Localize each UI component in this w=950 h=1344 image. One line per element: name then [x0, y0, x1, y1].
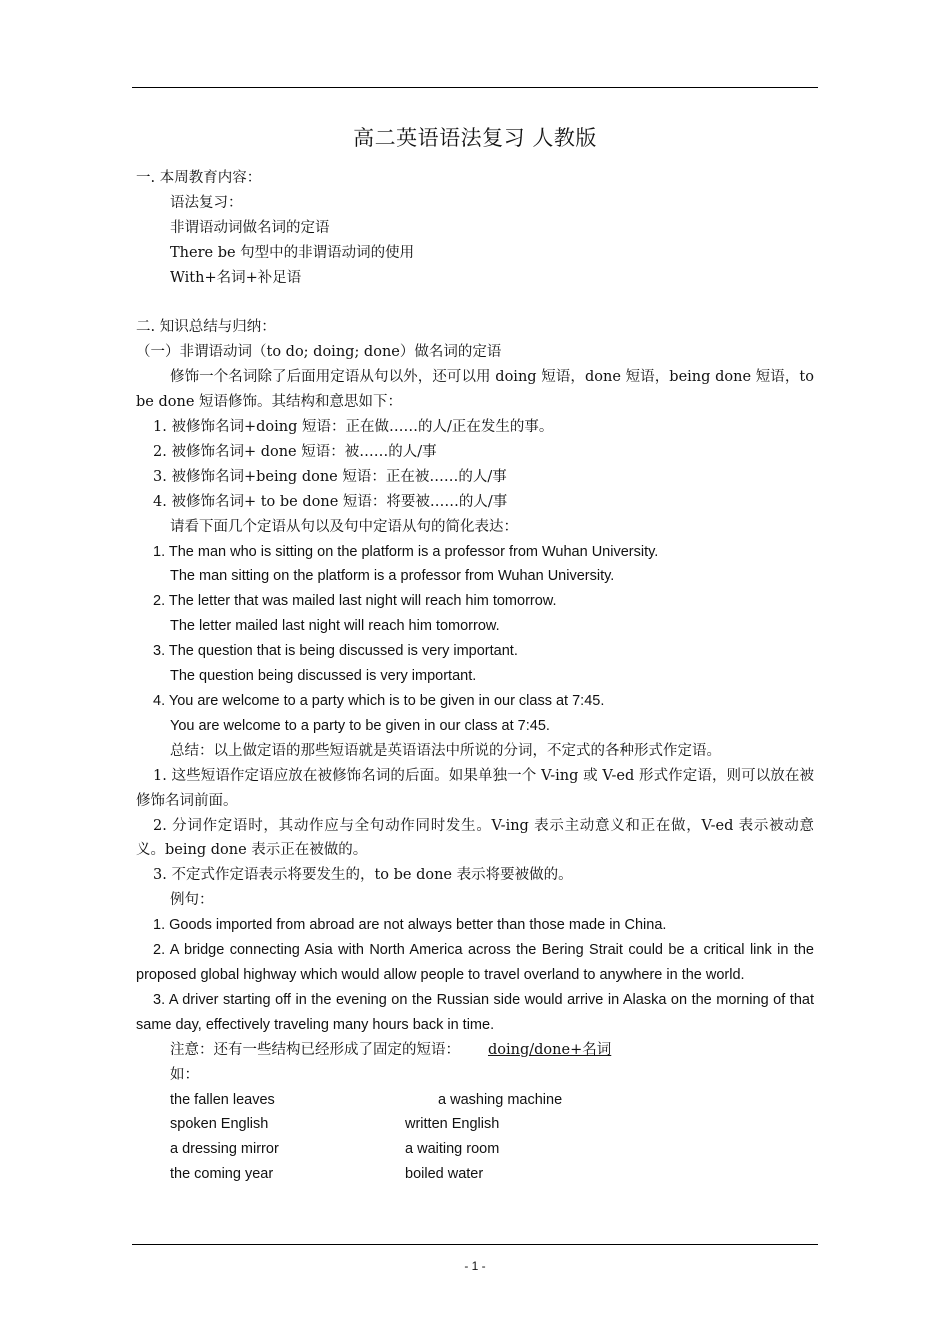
- phrase: a washing machine: [438, 1091, 563, 1108]
- phrase-row: [136, 1162, 814, 1187]
- section1-item: There be 句型中的非谓语动词的使用: [170, 244, 415, 261]
- example-sentence: 1. Goods imported from abroad are not always better than those made in China.: [153, 917, 667, 934]
- examples-intro: 请看下面几个定语从句以及句中定语从句的简化表达：: [170, 518, 518, 535]
- structure-item: 2. 被修饰名词+ done 短语：被……的人/事: [153, 443, 437, 460]
- phrase: boiled water: [405, 1166, 484, 1183]
- example-short: The question being discussed is very important.: [170, 668, 477, 685]
- example-short: The letter mailed last night will reach him tomorrow.: [170, 618, 500, 635]
- example-sentence: 2. A bridge connecting Asia with North America across the Bering Strait could be a critical link in the proposed global highway which would allow people to travel overland to anywhere in the world.: [136, 942, 814, 983]
- structure-item: 1. 被修饰名词+doing 短语：正在做……的人/正在发生的事。: [153, 419, 554, 436]
- example-short: The man sitting on the platform is a professor from Wuhan University.: [170, 568, 615, 585]
- page-number: - 1 -: [464, 1259, 486, 1273]
- phrase: the coming year: [170, 1166, 274, 1183]
- note-line: [136, 1038, 814, 1063]
- note-text: 注意：还有一些结构已经形成了固定的短语：: [170, 1041, 460, 1058]
- for-example-label: 如：: [170, 1066, 199, 1083]
- section1-item: 语法复习：: [170, 194, 243, 211]
- section2-heading: 二. 知识总结与归纳：: [136, 319, 276, 336]
- example-full: 2. The letter that was mailed last night will reach him tomorrow.: [153, 593, 557, 610]
- phrase: written English: [405, 1116, 500, 1133]
- example-full: 1. The man who is sitting on the platform is a professor from Wuhan University.: [153, 543, 659, 560]
- example-sentence: 3. A driver starting off in the evening on the Russian side would arrive in Alaska on the morning of that same day, effectively traveling many hours back in time.: [136, 991, 814, 1033]
- rule-item: 2. 分词作定语时，其动作应与全句动作同时发生。V-ing 表示主动意义和正在做，V-ed 表示被动意义。being done 表示正在被做的。: [136, 817, 814, 859]
- header-rule: [132, 87, 818, 88]
- example-short: You are welcome to a party to be given in our class at 7:45.: [170, 717, 550, 734]
- structure-item: 4. 被修饰名词+ to be done 短语：将要被……的人/事: [153, 493, 508, 510]
- note-pattern: doing/done+名词: [488, 1041, 612, 1058]
- example-full: 3. The question that is being discussed is very important.: [153, 643, 518, 660]
- footer-rule: [132, 1244, 818, 1245]
- document-title: 高二英语语法复习 人教版: [353, 126, 597, 150]
- example-full: 4. You are welcome to a party which is to be given in our class at 7:45.: [153, 693, 605, 710]
- phrase: a dressing mirror: [170, 1141, 279, 1158]
- phrase: a waiting room: [405, 1141, 500, 1158]
- phrase-row: [136, 1088, 814, 1113]
- section1-heading: 一. 本周教育内容：: [136, 170, 262, 186]
- structure-item: 3. 被修饰名词+being done 短语：正在被……的人/事: [153, 468, 507, 485]
- document-body: [136, 166, 814, 1187]
- summary-line: 总结：以上做定语的那些短语就是英语语法中所说的分词，不定式的各种形式作定语。: [170, 742, 721, 759]
- sentences-label: 例句：: [170, 892, 214, 909]
- subsection-heading: （一）非谓语动词（to do; doing; done）做名词的定语: [136, 344, 502, 361]
- phrase: spoken English: [170, 1116, 269, 1133]
- phrase-row: [136, 1112, 814, 1137]
- spacer: [136, 291, 814, 316]
- phrase-row: [136, 1137, 814, 1162]
- intro-paragraph: 修饰一个名词除了后面用定语从句以外，还可以用 doing 短语，done 短语，being done 短语，to be done 短语修饰。其结构和意思如下：: [136, 369, 814, 411]
- phrase: the fallen leaves: [170, 1091, 275, 1108]
- section1-item: 非谓语动词做名词的定语: [170, 219, 330, 236]
- rule-item: 1. 这些短语作定语应放在被修饰名词的后面。如果单独一个 V-ing 或 V-ed 形式作定语，则可以放在被修饰名词前面。: [136, 767, 814, 809]
- rule-item: 3. 不定式作定语表示将要发生的，to be done 表示将要被做的。: [153, 867, 573, 884]
- section1-item: With+名词+补足语: [170, 269, 302, 286]
